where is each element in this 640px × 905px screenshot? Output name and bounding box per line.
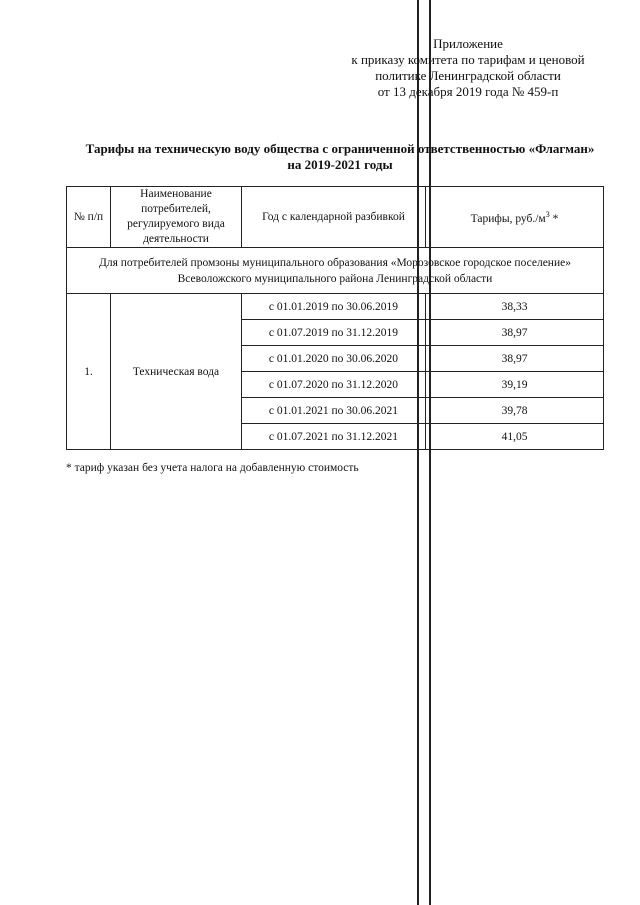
tariff-cell: 38,97 (426, 346, 604, 372)
group-cell (67, 248, 604, 294)
tariff-table (66, 186, 604, 450)
tariff-cell: 39,19 (426, 372, 604, 398)
header-row (67, 187, 604, 248)
tariff-cell: 41,05 (426, 424, 604, 450)
header-tariff (426, 187, 604, 248)
header-num: № п/п (67, 187, 111, 248)
tariff-cell: 39,78 (426, 398, 604, 424)
item-num-cell: 1. (67, 294, 111, 450)
appendix-line-2: к приказу комитета по тарифам и ценовой (351, 52, 585, 67)
item-name-cell: Техническая вода (111, 294, 242, 450)
header-tariff-prefix: Тарифы, руб./м (470, 212, 546, 225)
footnote: * тариф указан без учета налога на добавленную стоимость (66, 462, 359, 474)
tariff-cell: 38,33 (426, 294, 604, 320)
period-cell: с 01.07.2019 по 31.12.2019 (242, 320, 426, 346)
header-tariff-sup: 3 (545, 210, 550, 220)
title-line-2: на 2019-2021 годы (287, 157, 393, 172)
period-cell: с 01.01.2019 по 30.06.2019 (242, 294, 426, 320)
header-period: Год с календарной разбивкой (242, 187, 426, 248)
group-row (67, 248, 604, 294)
group-line-2: Всеволожского муниципального района Ленинградской области (177, 272, 493, 285)
period-cell: с 01.01.2020 по 30.06.2020 (242, 346, 426, 372)
period-cell: с 01.01.2021 по 30.06.2021 (242, 398, 426, 424)
period-cell: с 01.07.2021 по 31.12.2021 (242, 424, 426, 450)
header-consumers: Наименование потребителей, регулируемого вида деятельности (111, 187, 242, 248)
appendix-line-3: политике Ленинградской области (375, 68, 561, 83)
table-row (67, 294, 604, 320)
period-cell: с 01.07.2020 по 31.12.2020 (242, 372, 426, 398)
appendix-line-1: Приложение (433, 36, 503, 51)
appendix-line-4: от 13 декабря 2019 года № 459-п (377, 84, 559, 99)
tariff-cell: 38,97 (426, 320, 604, 346)
appendix-block (328, 36, 608, 100)
scan-line-right (429, 0, 431, 905)
group-line-1: Для потребителей промзоны муниципального образования «Морозовское городское поселение» (99, 256, 571, 269)
document-title (60, 141, 620, 173)
header-tariff-suffix: * (549, 212, 559, 225)
title-line-1: Тарифы на техническую воду общества с ограниченной ответственностью «Флагман» (85, 141, 595, 156)
scan-line-left (417, 0, 419, 905)
